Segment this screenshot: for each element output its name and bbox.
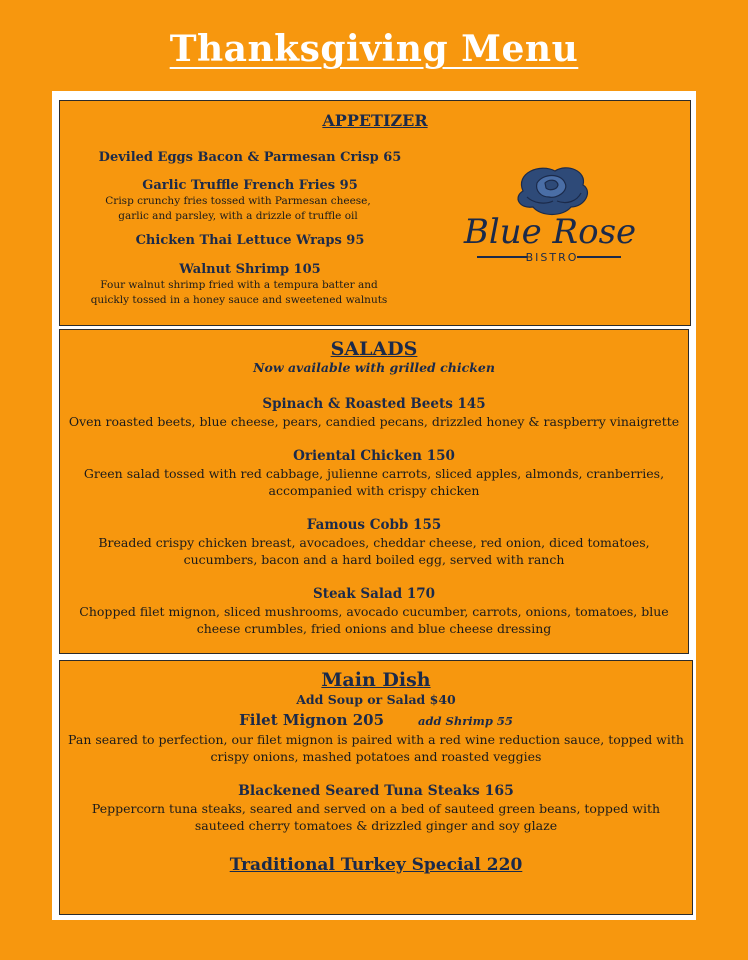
item-description: Four walnut shrimp fried with a tempura batter and quickly tossed in a honey sauce and sweetened walnuts [90,279,388,306]
item-name: Steak Salad 170 [312,586,436,602]
salad-item [60,586,688,637]
blue-rose-bistro-logo [445,161,655,271]
appetizer-item [60,233,440,249]
page-title: Thanksgiving Menu [169,28,579,70]
salad-item [60,448,688,499]
salads-section [59,329,689,654]
menu-frame [52,91,696,920]
appetizer-section [59,100,691,326]
appetizer-heading: APPETIZER [322,111,428,130]
logo-subtitle: BISTRO [525,251,579,264]
main-item [60,711,692,765]
item-name: Famous Cobb 155 [306,517,442,533]
rose-icon [518,168,587,215]
appetizer-item [60,150,440,166]
item-name [60,711,692,731]
item-description: Pan seared to perfection, our filet mignon is paired with a red wine reduction sauce, topped with crispy onions, mashed potatoes and roasted veggies [68,732,684,764]
item-description: Green salad tossed with red cabbage, julienne carrots, sliced apples, almonds, cranberries, accompanied with crispy chicken [83,466,665,498]
item-name: Blackened Seared Tuna Steaks 165 [238,783,514,799]
salad-item [60,396,688,430]
salads-subheading: Now available with grilled chicken [253,360,495,375]
salad-item [60,517,688,568]
item-description: Oven roasted beets, blue cheese, pears, candied pecans, drizzled honey & raspberry vinaigrette [68,414,680,429]
main-dish-subheading: Add Soup or Salad $40 [296,692,456,707]
logo-name: Blue Rose [463,212,637,252]
main-dish-section [59,660,693,915]
traditional-turkey-special: Traditional Turkey Special 220 [229,855,523,875]
item-description: Chopped filet mignon, sliced mushrooms, avocado cucumber, carrots, onions, tomatoes, blue cheese crumbles, fried onions and blue cheese dressing [79,604,669,636]
item-description: Breaded crispy chicken breast, avocadoes, cheddar cheese, red onion, diced tomatoes, cucumbers, bacon and a hard boiled egg, served with ranch [98,535,650,567]
item-name: Chicken Thai Lettuce Wraps 95 [135,233,365,248]
main-item [60,783,692,834]
item-addon: add Shrimp 55 [418,714,513,728]
item-name: Deviled Eggs Bacon & Parmesan Crisp 65 [98,150,402,165]
item-name: Spinach & Roasted Beets 145 [262,396,486,412]
item-description: Crisp crunchy fries tossed with Parmesan cheese, garlic and parsley, with a drizzle of truffle oil [105,195,371,222]
item-name-text: Filet Mignon 205 [239,711,385,729]
main-dish-heading: Main Dish [321,669,431,691]
item-name: Garlic Truffle French Fries 95 [142,178,358,193]
item-name: Walnut Shrimp 105 [179,262,321,277]
appetizer-item [60,262,440,308]
salads-heading: SALADS [330,338,418,360]
item-name: Oriental Chicken 150 [293,448,455,464]
appetizer-item [60,178,440,224]
item-description: Peppercorn tuna steaks, seared and served on a bed of sauteed green beans, topped with sauteed cherry tomatoes & drizzled ginger and soy glaze [91,801,661,833]
appetizer-list [60,101,440,308]
